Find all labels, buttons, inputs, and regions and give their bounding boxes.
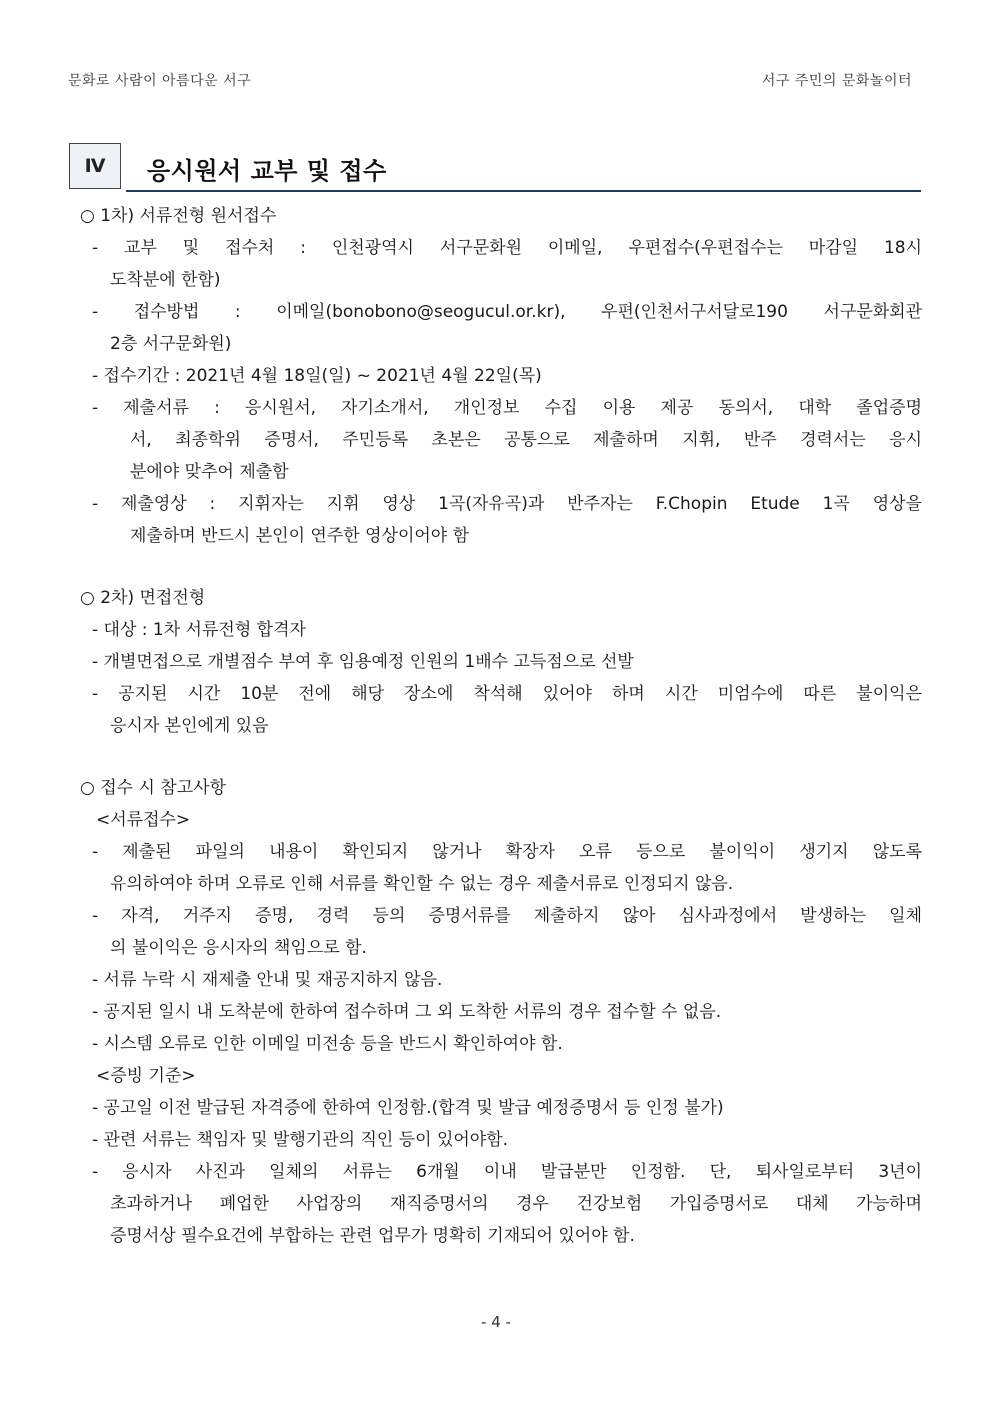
- s2-heading: ○ 2차) 면접전형: [80, 588, 206, 608]
- s1-item-2-line-1: - 접수방법 : 이메일(bonobono@seogucul.or.kr), 우편(인천서구서달로190 서구문화회관: [92, 302, 922, 322]
- s1-heading: ○ 1차) 서류전형 원서접수: [80, 206, 277, 226]
- s3-subheading-documents: <서류접수>: [96, 810, 191, 830]
- s3-a2-line-1: - 자격, 거주지 증명, 경력 등의 증명서류를 제출하지 않아 심사과정에서 발생하는 일체: [92, 906, 922, 926]
- s1-item-3: - 접수기간 : 2021년 4월 18일(일) ~ 2021년 4월 22일(목): [92, 366, 542, 386]
- s3-b3-line-2: 초과하거나 폐업한 사업장의 재직증명서의 경우 건강보험 가입증명서로 대체 가능하며: [110, 1194, 922, 1214]
- page-number: - 4 -: [481, 1313, 511, 1331]
- section-divider: [126, 190, 921, 192]
- s3-heading: ○ 접수 시 참고사항: [80, 778, 226, 798]
- section-heading: [69, 143, 921, 193]
- s3-subheading-evidence: <증빙 기준>: [96, 1066, 196, 1086]
- s3-a3: - 서류 누락 시 재제출 안내 및 재공지하지 않음.: [92, 970, 443, 990]
- header-right-text: 서구 주민의 문화놀이터: [761, 73, 912, 89]
- s2-item-3-line-2: 응시자 본인에게 있음: [110, 716, 269, 736]
- s1-item-4-line-3: 분에야 맞추어 제출함: [130, 462, 289, 482]
- s1-item-4-line-2: 서, 최종학위 증명서, 주민등록 초본은 공통으로 제출하며 지휘, 반주 경력서는 응시: [130, 430, 922, 450]
- s3-a2-line-2: 의 불이익은 응시자의 책임으로 함.: [110, 938, 367, 958]
- header-left-text: 문화로 사람이 아름다운 서구: [68, 73, 252, 89]
- s1-item-5-line-2: 제출하며 반드시 본인이 연주한 영상이어야 함: [130, 526, 470, 546]
- s3-b3-line-3: 증명서상 필수요건에 부합하는 관련 업무가 명확히 기재되어 있어야 함.: [110, 1226, 635, 1246]
- s2-item-3-line-1: - 공지된 시간 10분 전에 해당 장소에 착석해 있어야 하며 시간 미엄수에 따른 불이익은: [92, 684, 922, 704]
- s1-item-5-line-1: - 제출영상 : 지휘자는 지휘 영상 1곡(자유곡)과 반주자는 F.Chopin Etude 1곡 영상을: [92, 494, 922, 514]
- s3-a4: - 공지된 일시 내 도착분에 한하여 접수하며 그 외 도착한 서류의 경우 접수할 수 없음.: [92, 1002, 722, 1022]
- s3-a1-line-2: 유의하여야 하며 오류로 인해 서류를 확인할 수 없는 경우 제출서류로 인정되지 않음.: [110, 874, 734, 894]
- s3-a5: - 시스템 오류로 인한 이메일 미전송 등을 반드시 확인하여야 함.: [92, 1034, 563, 1054]
- s1-item-1-line-1: - 교부 및 접수처 : 인천광역시 서구문화원 이메일, 우편접수(우편접수는 마감일 18시: [92, 238, 922, 258]
- s3-b2: - 관련 서류는 책임자 및 발행기관의 직인 등이 있어야함.: [92, 1130, 509, 1150]
- s3-b1: - 공고일 이전 발급된 자격증에 한하여 인정함.(합격 및 발급 예정증명서 등 인정 불가): [92, 1098, 724, 1118]
- s1-item-2-line-2: 2층 서구문화원): [110, 334, 232, 354]
- s2-item-1: - 대상 : 1차 서류전형 합격자: [92, 620, 306, 640]
- s2-item-2: - 개별면접으로 개별점수 부여 후 임용예정 인원의 1배수 고득점으로 선발: [92, 652, 634, 672]
- document-body: [76, 200, 922, 1252]
- s1-item-1-line-2: 도착분에 한함): [110, 270, 221, 290]
- s1-item-4-line-1: - 제출서류 : 응시원서, 자기소개서, 개인정보 수집 이용 제공 동의서, 대학 졸업증명: [92, 398, 922, 418]
- section-title: 응시원서 교부 및 접수: [147, 157, 387, 185]
- s3-a1-line-1: - 제출된 파일의 내용이 확인되지 않거나 확장자 오류 등으로 불이익이 생기지 않도록: [92, 842, 922, 862]
- section-number-box: Ⅳ: [69, 143, 121, 189]
- s3-b3-line-1: - 응시자 사진과 일체의 서류는 6개월 이내 발급분만 인정함. 단, 퇴사일로부터 3년이: [92, 1162, 922, 1182]
